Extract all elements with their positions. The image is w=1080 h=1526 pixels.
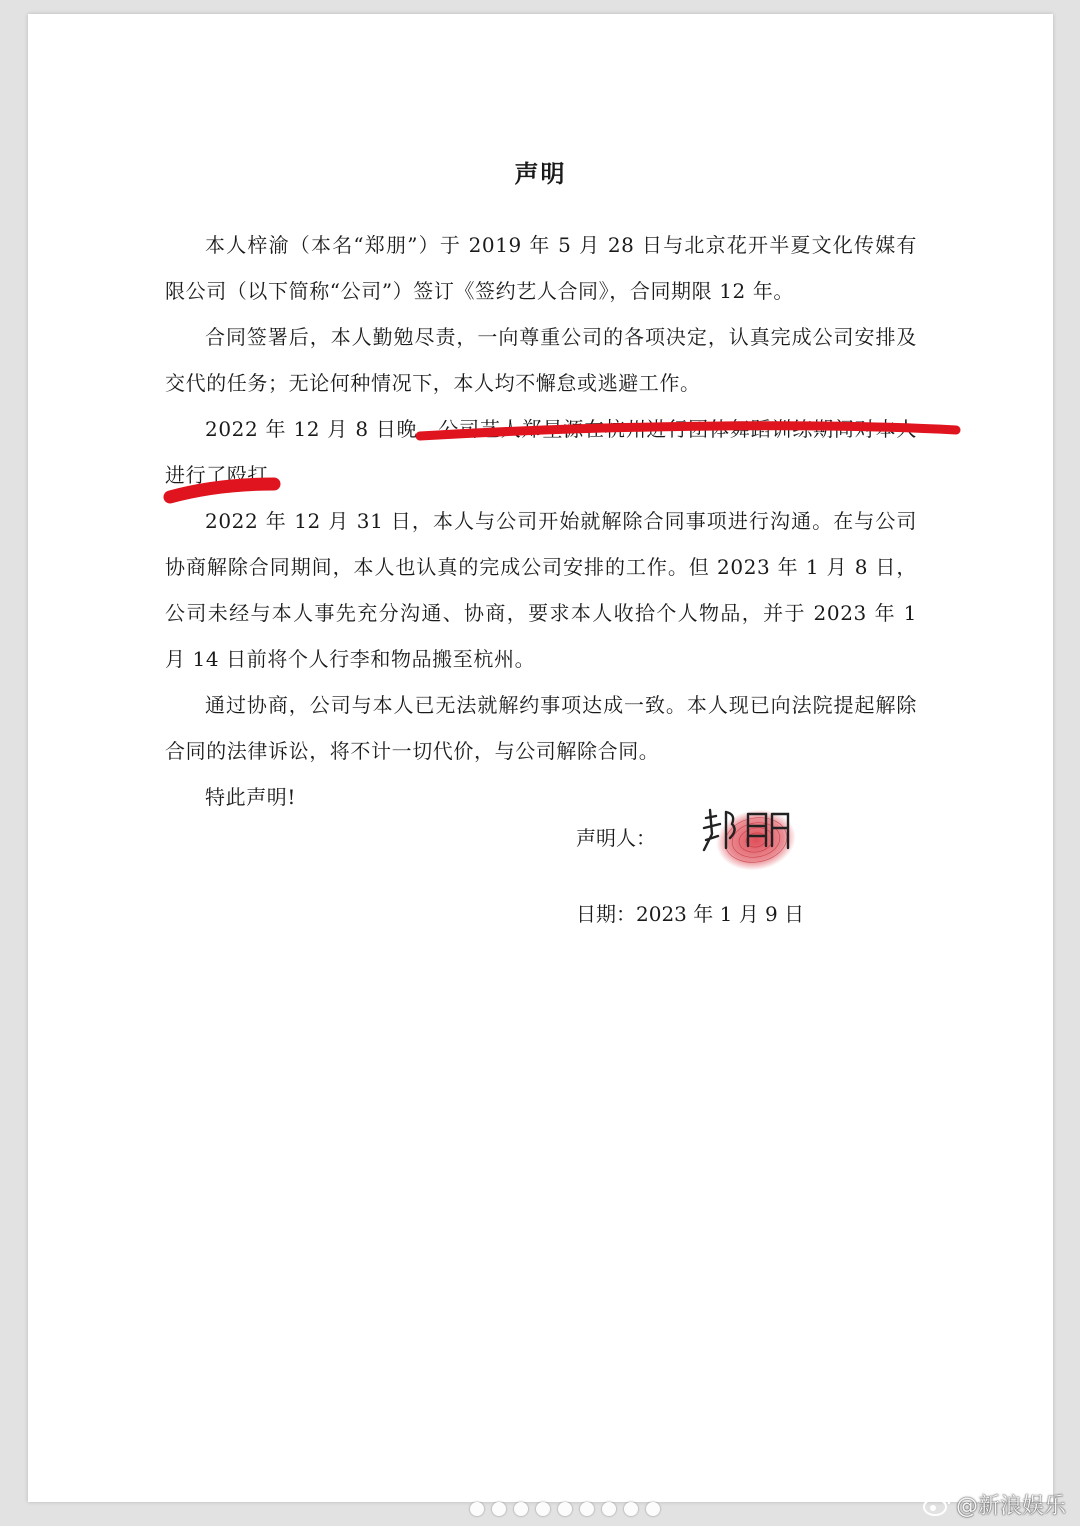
paragraph-1: 本人梓渝（本名“郑朋”）于 2019 年 5 月 28 日与北京花开半夏文化传媒有限公司（以下简称“公司”）签订《签约艺人合同》，合同期限 12 年。 [165, 233, 917, 303]
pager-dot [514, 1502, 528, 1516]
document-body [165, 222, 917, 820]
paragraph-6: 特此声明! [205, 785, 297, 809]
statement-date: 日期：2023 年 1 月 9 日 [576, 902, 805, 926]
pager-dot [602, 1502, 616, 1516]
weibo-logo-icon [922, 1493, 952, 1517]
signature-image [676, 788, 816, 888]
pager-dot [470, 1502, 484, 1516]
paragraph-2: 合同签署后，本人勤勉尽责，一向尊重公司的各项决定，认真完成公司安排及交代的任务；无论何种情况下，本人均不懈怠或逃避工作。 [165, 325, 917, 395]
document-page [28, 14, 1053, 1502]
paragraph-4: 2022 年 12 月 31 日，本人与公司开始就解除合同事项进行沟通。在与公司协商解除合同期间，本人也认真的完成公司安排的工作。但 2023 年 1 月 8 日，公司未经与本人事先充分沟通、协商，要求本人收拾个人物品，并于 2023 年 1 月 14 日前将个人行李和物品搬至杭州。 [165, 509, 917, 671]
pager-dot [646, 1502, 660, 1516]
document-title: 声明 [514, 160, 567, 188]
watermark-text: @新浪娱乐 [955, 1494, 1066, 1519]
paragraph-5: 通过协商，公司与本人已无法就解约事项达成一致。本人现已向法院提起解除合同的法律诉讼，将不计一切代价，与公司解除合同。 [165, 693, 917, 763]
fingerprint-stamp [676, 788, 816, 888]
pager-dot [624, 1502, 638, 1516]
image-pager-dots [470, 1502, 660, 1516]
pager-dot [492, 1502, 506, 1516]
pager-dot [536, 1502, 550, 1516]
signer-label: 声明人： [576, 826, 656, 850]
pager-dot [580, 1502, 594, 1516]
pager-dot [558, 1502, 572, 1516]
weibo-watermark [922, 1489, 1066, 1520]
paragraph-3: 2022 年 12 月 8 日晚，公司艺人郑星源在杭州进行团体舞蹈训练期间对本人进行了殴打。 [165, 417, 917, 487]
